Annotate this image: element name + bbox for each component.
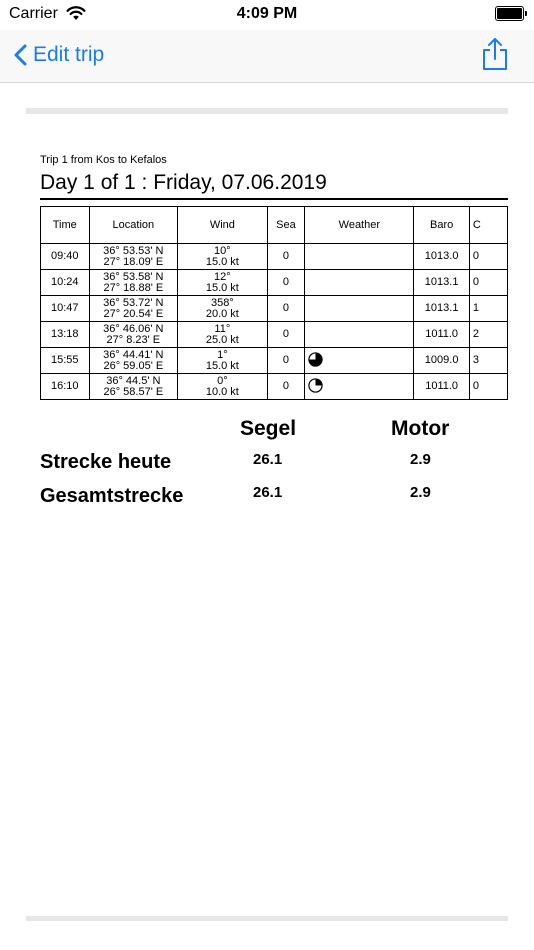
extra-cell: 3 — [469, 348, 507, 374]
table-row — [41, 374, 508, 400]
weather-cell — [305, 270, 414, 296]
latitude: 36° 44.41' N — [103, 348, 164, 361]
table-row — [41, 270, 508, 296]
latitude: 36° 53.72' N — [103, 296, 164, 309]
weather-cell — [305, 244, 414, 270]
wind-cell — [178, 296, 267, 322]
sail-column-header: Segel — [240, 417, 297, 440]
motor-column-header: Motor — [391, 417, 450, 440]
latitude: 36° 44.5' N — [106, 374, 161, 387]
wind-cell — [178, 348, 267, 374]
column-header: C — [469, 207, 507, 244]
extra-cell: 2 — [469, 322, 507, 348]
latitude: 36° 53.58' N — [103, 270, 164, 283]
status-time: 4:09 PM — [236, 5, 298, 22]
table-row — [41, 348, 508, 374]
weather-cell — [305, 296, 414, 322]
extra-cell: 1 — [469, 296, 507, 322]
extra-cell: 0 — [469, 244, 507, 270]
distance-total-label: Gesamtstrecke — [40, 485, 184, 507]
share-icon[interactable] — [481, 37, 509, 71]
baro-cell: 1009.0 — [414, 348, 469, 374]
distance-total-sail: 26.1 — [253, 484, 283, 501]
longitude: 27° 18.09' E — [103, 255, 164, 268]
battery-icon — [495, 6, 524, 21]
column-header: Time — [41, 207, 90, 244]
distance-today-sail: 26.1 — [253, 451, 283, 468]
distance-today-label: Strecke heute — [40, 451, 172, 473]
distance-today-motor: 2.9 — [410, 451, 431, 468]
page-top-edge — [26, 108, 508, 114]
wind-direction: 12° — [214, 270, 231, 283]
location-cell — [89, 270, 178, 296]
longitude: 26° 58.57' E — [103, 385, 164, 398]
cloud-cover-3-4-icon — [308, 352, 323, 367]
distance-total-motor: 2.9 — [410, 484, 431, 501]
sea-cell: 0 — [267, 296, 305, 322]
wind-cell — [178, 374, 267, 400]
chevron-left-icon — [14, 44, 27, 66]
wind-cell — [178, 270, 267, 296]
cloud-cover-1-4-icon — [308, 378, 323, 393]
column-header: Baro — [414, 207, 469, 244]
longitude: 27° 8.23' E — [106, 333, 161, 346]
day-title: Day 1 of 1 : Friday, 07.06.2019 — [40, 171, 508, 200]
column-header: Location — [89, 207, 178, 244]
location-cell — [89, 322, 178, 348]
wind-direction: 0° — [217, 374, 228, 387]
log-table — [40, 206, 508, 400]
location-cell — [89, 374, 178, 400]
column-header: Sea — [267, 207, 305, 244]
wind-cell — [178, 322, 267, 348]
longitude: 26° 59.05' E — [103, 359, 164, 372]
wind-cell — [178, 244, 267, 270]
table-row — [41, 322, 508, 348]
wind-direction: 10° — [214, 244, 231, 257]
latitude: 36° 53.53' N — [103, 244, 164, 257]
weather-cell — [305, 322, 414, 348]
time-cell: 15:55 — [41, 348, 90, 374]
column-header: Weather — [305, 207, 414, 244]
extra-cell: 0 — [469, 374, 507, 400]
status-bar — [0, 0, 534, 30]
sea-cell: 0 — [267, 322, 305, 348]
baro-cell: 1013.1 — [414, 296, 469, 322]
wind-speed: 15.0 kt — [205, 281, 239, 294]
wind-speed: 25.0 kt — [205, 333, 239, 346]
time-cell: 10:47 — [41, 296, 90, 322]
latitude: 36° 46.06' N — [103, 322, 164, 335]
longitude: 27° 20.54' E — [103, 307, 164, 320]
wind-speed: 10.0 kt — [205, 385, 239, 398]
wind-direction: 11° — [214, 322, 231, 335]
table-row — [41, 296, 508, 322]
wind-direction: 358° — [210, 296, 234, 309]
trip-title: Trip 1 from Kos to Kefalos — [40, 154, 167, 166]
baro-cell: 1011.0 — [414, 322, 469, 348]
table-header-row — [41, 207, 508, 244]
navigation-bar — [0, 30, 534, 83]
baro-cell: 1013.1 — [414, 270, 469, 296]
weather-cell — [305, 374, 414, 400]
sea-cell: 0 — [267, 270, 305, 296]
back-button[interactable] — [14, 39, 104, 71]
sea-cell: 0 — [267, 348, 305, 374]
carrier-label: Carrier — [9, 5, 58, 22]
wind-speed: 15.0 kt — [205, 359, 239, 372]
wind-speed: 15.0 kt — [205, 255, 239, 268]
wind-direction: 1° — [217, 348, 228, 361]
baro-cell: 1013.0 — [414, 244, 469, 270]
time-cell: 16:10 — [41, 374, 90, 400]
back-button-label: Edit trip — [33, 43, 105, 66]
location-cell — [89, 296, 178, 322]
page-bottom-edge — [26, 916, 508, 921]
longitude: 27° 18.88' E — [103, 281, 164, 294]
weather-cell — [305, 348, 414, 374]
column-header: Wind — [178, 207, 267, 244]
location-cell — [89, 348, 178, 374]
sea-cell: 0 — [267, 374, 305, 400]
time-cell: 09:40 — [41, 244, 90, 270]
time-cell: 13:18 — [41, 322, 90, 348]
baro-cell: 1011.0 — [414, 374, 469, 400]
table-row — [41, 244, 508, 270]
location-cell — [89, 244, 178, 270]
time-cell: 10:24 — [41, 270, 90, 296]
sea-cell: 0 — [267, 244, 305, 270]
wind-speed: 20.0 kt — [205, 307, 239, 320]
extra-cell: 0 — [469, 270, 507, 296]
distance-summary — [40, 415, 508, 515]
